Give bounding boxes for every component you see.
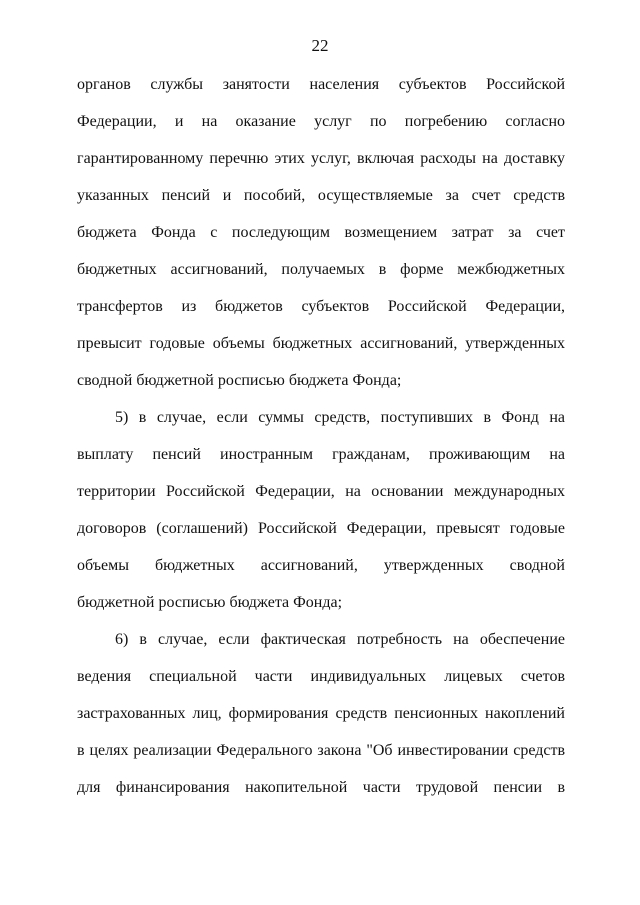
page-number: 22 [311, 36, 329, 55]
text-line: указанных пенсий и пособий, осуществляемые за счет средств [77, 187, 565, 204]
text-line: объемы бюджетных ассигнований, утвержденных сводной [77, 557, 565, 574]
paragraph-5-start: 5) в случае, если суммы средств, поступивших в Фонд на [115, 409, 565, 426]
text-line: договоров (соглашений) Российской Федерации, превысят годовые [77, 520, 565, 537]
text-line: сводной бюджетной росписью бюджета Фонда; [77, 372, 402, 389]
text-line: застрахованных лиц, формирования средств пенсионных накоплений [77, 705, 565, 722]
text-line: для финансирования накопительной части трудовой пенсии в [77, 779, 565, 796]
text-line: выплату пенсий иностранным гражданам, проживающим на [77, 446, 565, 463]
text-line: трансфертов из бюджетов субъектов Российской Федерации, [77, 298, 565, 315]
text-line: в целях реализации Федерального закона "Об инвестировании средств [77, 742, 565, 759]
text-line: гарантированному перечню этих услуг, включая расходы на доставку [77, 150, 565, 167]
text-line: превысит годовые объемы бюджетных ассигнований, утвержденных [77, 335, 565, 352]
text-line: территории Российской Федерации, на основании международных [77, 483, 565, 500]
text-line: бюджетной росписью бюджета Фонда; [77, 594, 343, 611]
document-body [77, 72, 565, 812]
text-line: Федерации, и на оказание услуг по погребению согласно [77, 113, 565, 130]
text-line: органов службы занятости населения субъектов Российской [77, 76, 565, 93]
paragraph-6-start: 6) в случае, если фактическая потребность на обеспечение [115, 631, 565, 648]
text-line: бюджета Фонда с последующим возмещением затрат за счет [77, 224, 565, 241]
text-line: ведения специальной части индивидуальных лицевых счетов [77, 668, 565, 685]
text-line: бюджетных ассигнований, получаемых в форме межбюджетных [77, 261, 565, 278]
